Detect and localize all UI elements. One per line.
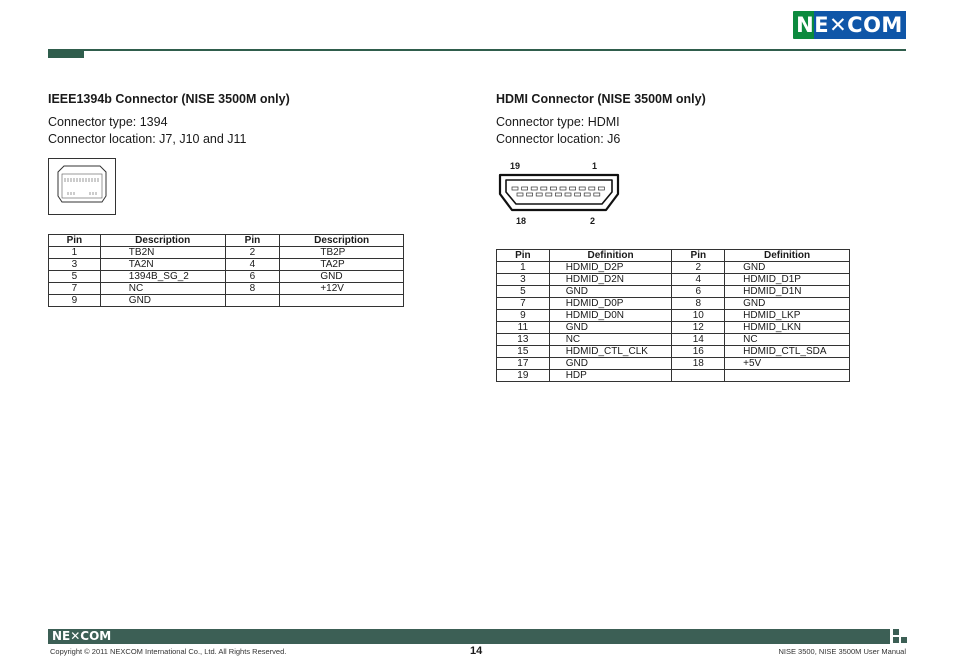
table-cell: 14 [672, 334, 725, 346]
table-cell: HDP [549, 370, 672, 382]
footer-square-decoration [893, 629, 899, 635]
table-cell: 8 [672, 298, 725, 310]
column-header: Pin [497, 250, 550, 262]
table-cell: 9 [49, 295, 101, 307]
table-cell: 17 [497, 358, 550, 370]
table-cell: TB2N [100, 247, 225, 259]
table-cell: GND [725, 262, 850, 274]
table-cell: 5 [497, 286, 550, 298]
table-row [497, 346, 850, 358]
hdmi-pin-slot [512, 187, 518, 190]
hdmi-pin-slot [550, 187, 556, 190]
table-cell: NC [549, 334, 672, 346]
hdmi-pin-slot [575, 193, 581, 196]
hdmi-pin-label-2: 2 [590, 216, 596, 226]
hdmi-pin-slot [531, 187, 537, 190]
table-row [49, 283, 404, 295]
table-row [49, 259, 404, 271]
hdmi-section-title: HDMI Connector (NISE 3500M only) [496, 92, 706, 106]
table-cell: 4 [672, 274, 725, 286]
table-cell: 9 [497, 310, 550, 322]
table-cell: +12V [280, 283, 404, 295]
table-row [497, 358, 850, 370]
footer-square-decoration [901, 637, 907, 643]
ieee1394-connector-type: Connector type: 1394 [48, 115, 168, 129]
table-cell: 11 [497, 322, 550, 334]
table-cell [280, 295, 404, 307]
table-cell: HDMID_D0P [549, 298, 672, 310]
table-cell: 12 [672, 322, 725, 334]
table-cell: HDMID_D2N [549, 274, 672, 286]
table-row [497, 274, 850, 286]
hdmi-connector-type: Connector type: HDMI [496, 115, 620, 129]
table-cell: 7 [49, 283, 101, 295]
table-cell: 2 [225, 247, 280, 259]
table-cell: 4 [225, 259, 280, 271]
table-cell: 6 [225, 271, 280, 283]
hdmi-pin-slot [555, 193, 561, 196]
hdmi-pin-slot [579, 187, 585, 190]
table-cell: 18 [672, 358, 725, 370]
table-cell: 10 [672, 310, 725, 322]
table-cell: HDMID_D2P [549, 262, 672, 274]
hdmi-connector-location: Connector location: J6 [496, 132, 621, 146]
header-accent-block [48, 49, 84, 58]
ieee1394-section-title: IEEE1394b Connector (NISE 3500M only) [48, 92, 290, 106]
column-header: Description [100, 235, 225, 247]
table-cell: 19 [497, 370, 550, 382]
table-cell [672, 370, 725, 382]
table-cell: TA2N [100, 259, 225, 271]
table-cell: HDMID_D1N [725, 286, 850, 298]
hdmi-pin-slot [522, 187, 528, 190]
table-row [49, 271, 404, 283]
table-row [49, 295, 404, 307]
hdmi-pin-slot [541, 187, 547, 190]
hdmi-pin-slot [527, 193, 533, 196]
table-cell: 6 [672, 286, 725, 298]
table-cell: HDMID_CTL_CLK [549, 346, 672, 358]
hdmi-pin-slot [598, 187, 604, 190]
table-cell: HDMID_D0N [549, 310, 672, 322]
table-cell: HDMID_D1P [725, 274, 850, 286]
table-cell: GND [280, 271, 404, 283]
page-number: 14 [470, 645, 483, 657]
table-cell: NC [100, 283, 225, 295]
hdmi-pin-label-1: 1 [592, 161, 598, 171]
hdmi-pin-slot [589, 187, 595, 190]
footer-manual-title: NISE 3500, NISE 3500M User Manual [778, 647, 906, 656]
footer-nexcom-logo: NE✕COM [52, 629, 112, 643]
table-row [497, 286, 850, 298]
hdmi-pin-slot [536, 193, 542, 196]
table-row [497, 334, 850, 346]
table-cell: GND [100, 295, 225, 307]
table-cell: TA2P [280, 259, 404, 271]
hdmi-pin-slot [565, 193, 571, 196]
table-cell: HDMID_LKP [725, 310, 850, 322]
table-cell: NC [725, 334, 850, 346]
hdmi-connector-diagram [496, 172, 622, 214]
hdmi-pin-table [496, 249, 850, 382]
table-cell: GND [549, 286, 672, 298]
nexcom-logo: NE✕COM [793, 11, 906, 39]
table-cell: GND [549, 322, 672, 334]
table-row [497, 298, 850, 310]
hdmi-pin-slot [570, 187, 576, 190]
table-cell: 8 [225, 283, 280, 295]
table-cell: GND [725, 298, 850, 310]
ieee1394-connector-diagram [48, 158, 116, 215]
table-cell: +5V [725, 358, 850, 370]
table-header-row [497, 250, 850, 262]
hdmi-pin-slot [584, 193, 590, 196]
footer-copyright: Copyright © 2011 NEXCOM International Co., Ltd. All Rights Reserved. [50, 647, 287, 656]
column-header: Description [280, 235, 404, 247]
table-row [497, 310, 850, 322]
hdmi-pin-slot [546, 193, 552, 196]
table-cell: 16 [672, 346, 725, 358]
header-rule [84, 49, 906, 51]
hdmi-pin-label-19: 19 [510, 161, 521, 171]
table-cell: 5 [49, 271, 101, 283]
footer-square-decoration [893, 637, 899, 643]
hdmi-pin-slot [517, 193, 523, 196]
table-header-row [49, 235, 404, 247]
table-cell: 13 [497, 334, 550, 346]
column-header: Pin [672, 250, 725, 262]
table-cell: HDMID_CTL_SDA [725, 346, 850, 358]
ieee1394-pin-table [48, 234, 404, 307]
table-row [49, 247, 404, 259]
table-cell: TB2P [280, 247, 404, 259]
table-cell: 3 [497, 274, 550, 286]
column-header: Pin [49, 235, 101, 247]
footer-bar [48, 629, 890, 644]
column-header: Definition [549, 250, 672, 262]
table-cell [225, 295, 280, 307]
table-cell: 7 [497, 298, 550, 310]
table-cell: 1394B_SG_2 [100, 271, 225, 283]
hdmi-pin-slot [560, 187, 566, 190]
table-cell: HDMID_LKN [725, 322, 850, 334]
table-cell [725, 370, 850, 382]
ieee1394-connector-location: Connector location: J7, J10 and J11 [48, 132, 247, 146]
table-cell: 15 [497, 346, 550, 358]
hdmi-pin-label-18: 18 [516, 216, 527, 226]
table-row [497, 262, 850, 274]
table-cell: GND [549, 358, 672, 370]
column-header: Definition [725, 250, 850, 262]
table-cell: 3 [49, 259, 101, 271]
hdmi-pin-slot [594, 193, 600, 196]
table-cell: 1 [497, 262, 550, 274]
table-cell: 2 [672, 262, 725, 274]
table-cell: 1 [49, 247, 101, 259]
column-header: Pin [225, 235, 280, 247]
table-row [497, 370, 850, 382]
table-row [497, 322, 850, 334]
